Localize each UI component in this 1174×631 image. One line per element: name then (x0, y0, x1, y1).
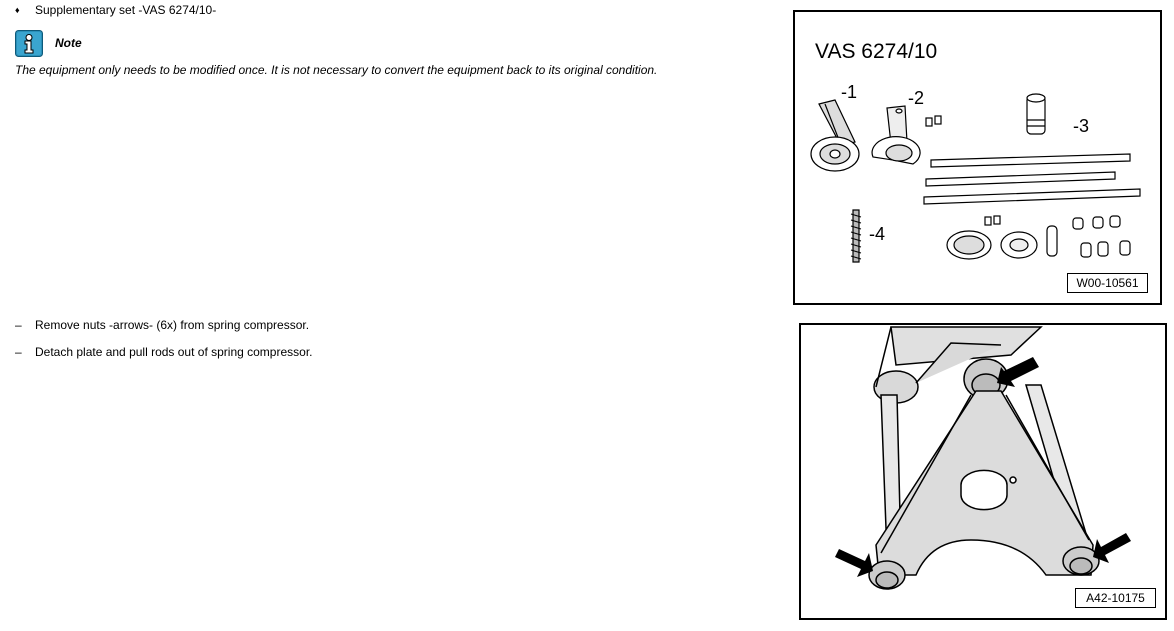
note-title: Note (55, 36, 82, 50)
info-icon (15, 30, 43, 57)
figure-vas-6274-10 (793, 10, 1162, 305)
figure2-code: A42-10175 (1075, 588, 1156, 608)
callout-1: -1 (841, 82, 858, 102)
figure1-code: W00-10561 (1067, 273, 1148, 293)
figure-spring-compressor (799, 323, 1167, 620)
callout-3: -3 (1073, 116, 1090, 136)
bullet-glyph: ♦ (15, 5, 20, 15)
callout-4: -4 (869, 224, 886, 244)
dash-glyph: – (15, 318, 22, 332)
figure1-title: VAS 6274/10 (815, 40, 938, 63)
note-text: The equipment only needs to be modified once. It is not necessary to convert the equipment back to its original condition. (15, 63, 658, 77)
step-remove-nuts: Remove nuts -arrows- (6x) from spring compressor. (35, 318, 310, 332)
dash-glyph: – (15, 345, 22, 359)
step-detach-plate: Detach plate and pull rods out of spring compressor. (35, 345, 313, 359)
callout-2: -2 (908, 88, 925, 108)
spring-compressor-drawing (801, 325, 1165, 618)
supplementary-set-item: Supplementary set -VAS 6274/10- (35, 3, 217, 17)
